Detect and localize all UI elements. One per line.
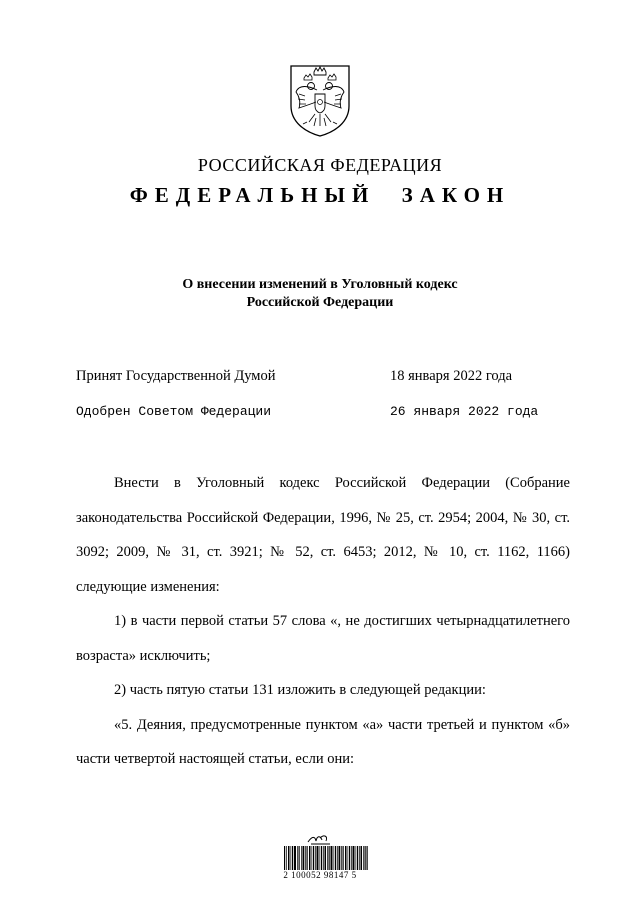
council-approval-date: 26 января 2022 года <box>390 404 539 419</box>
coat-of-arms-icon <box>287 62 353 138</box>
law-type-heading: ФЕДЕРАЛЬНЫЙ ЗАКОН <box>129 183 511 207</box>
law-body <box>76 466 570 777</box>
amendment-item-1: 1) в части первой статьи 57 слова «, не достигших четырнадцатилетнего возраста» исключить; <box>76 613 570 664</box>
amendment-item-2: 2) часть пятую статьи 131 изложить в следующей редакции: <box>114 682 486 698</box>
barcode-number: 2 100052 98147 5 <box>283 870 357 880</box>
council-approval-label: Одобрен Советом Федерации <box>76 404 272 419</box>
barcode-icon <box>284 846 368 870</box>
duma-adoption-date: 18 января 2022 года <box>390 368 513 384</box>
intro-paragraph: Внести в Уголовный кодекс Российской Федерации (Собрание законодательства Российской Федерации, 1996, № 25, ст. 2954; 2004, № 30, ст. 3092; 2009, № 31, ст. 3921; № 52, ст. 6453; 2012, № 10, ст. 1162, 1166) следующие изменения: <box>76 475 570 595</box>
amendment-item-2-quote: «5. Деяния, предусмотренные пунктом «а» части третьей и пунктом «б» части четвертой настоящей статьи, если они: <box>76 716 570 767</box>
law-title <box>0 276 640 312</box>
duma-adoption-label: Принят Государственной Думой <box>76 368 276 384</box>
country-heading: РОССИЙСКАЯ ФЕДЕРАЦИЯ <box>197 155 443 175</box>
initials-mark-icon <box>306 832 334 846</box>
law-title-line-2: Российской Федерации <box>246 295 394 310</box>
law-title-line-1: О внесении изменений в Уголовный кодекс <box>182 277 458 292</box>
